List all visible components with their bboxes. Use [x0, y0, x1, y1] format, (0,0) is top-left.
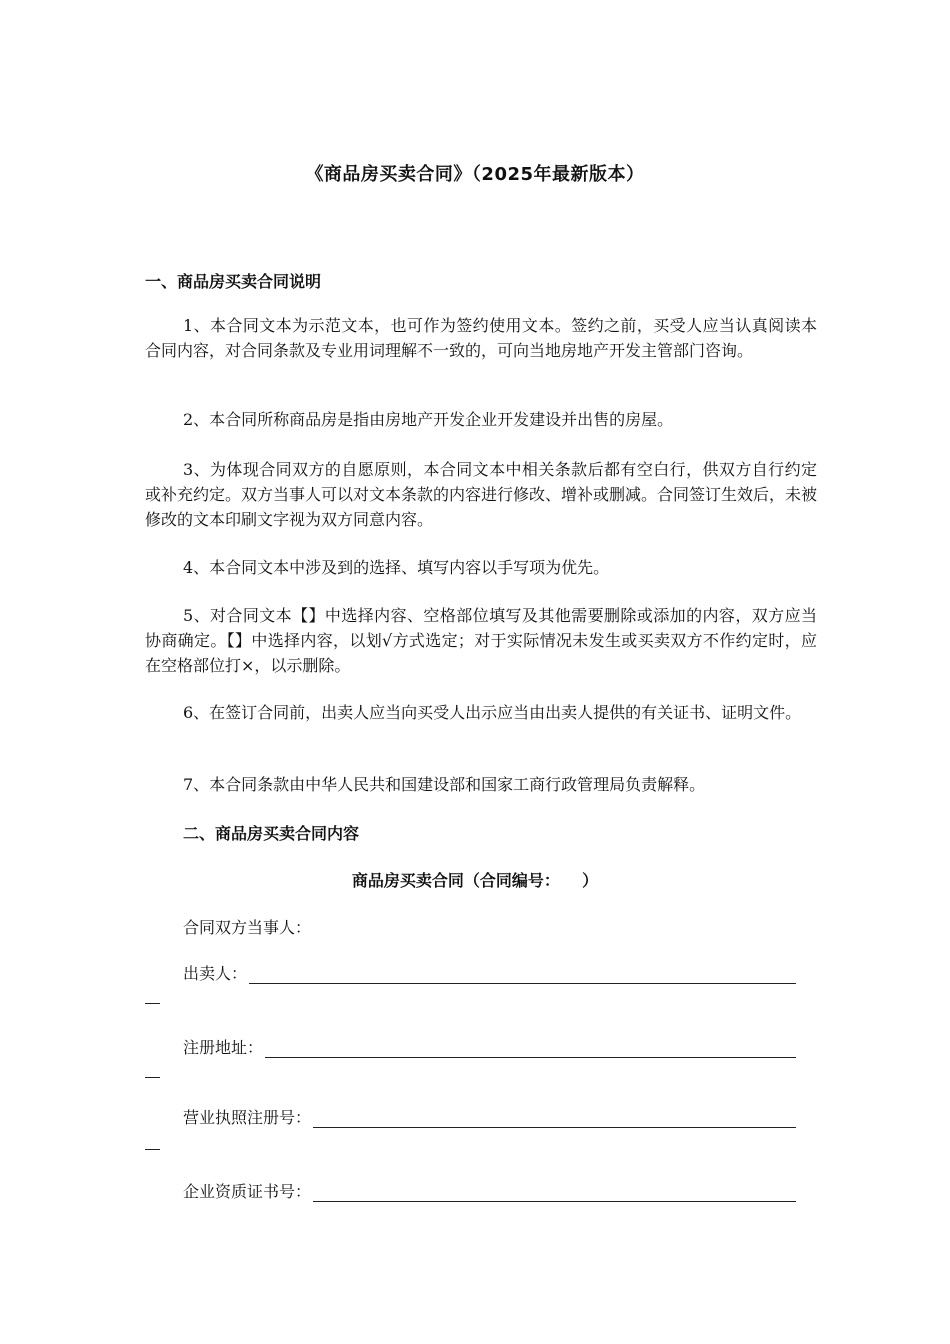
paragraph-5: 5、对合同文本【】中选择内容、空格部位填写及其他需要删除或添加的内容，双方应当协商确定。【】中选择内容，以划√方式选定；对于实际情况未发生或买卖双方不作约定时，应在空格部位打×，以示删除。 — [145, 606, 817, 675]
section-heading-explanation: 一、商品房买卖合同说明 — [145, 272, 322, 291]
parties-intro: 合同双方当事人： — [183, 918, 312, 937]
paragraph-7: 7、本合同条款由中华人民共和国建设部和国家工商行政管理局负责解释。 — [183, 775, 706, 794]
section-heading-content: 二、商品房买卖合同内容 — [183, 824, 360, 843]
field-registered-address-blank-continuation — [145, 1076, 160, 1078]
field-business-license-blank-continuation — [145, 1148, 160, 1150]
field-business-license — [183, 1106, 796, 1128]
field-registered-address — [183, 1036, 796, 1058]
field-seller — [183, 962, 796, 984]
paragraph-6: 6、在签订合同前，出卖人应当向买受人出示应当由出卖人提供的有关证书、证明文件。 — [183, 703, 802, 722]
document-title: 《商品房买卖合同》（2025年最新版本） — [305, 164, 645, 185]
field-business-license-label: 营业执照注册号： — [183, 1108, 312, 1127]
field-qualification-cert-label: 企业资质证书号： — [183, 1182, 312, 1201]
field-seller-blank-continuation — [145, 1002, 160, 1004]
paragraph-1: 1、本合同文本为示范文本，也可作为签约使用文本。签约之前，买受人应当认真阅读本合同内容，对合同条款及专业用词理解不一致的，可向当地房地产开发主管部门咨询。 — [145, 316, 817, 360]
field-seller-blank[interactable] — [249, 965, 796, 984]
field-registered-address-label: 注册地址： — [183, 1038, 264, 1057]
field-qualification-cert-blank[interactable] — [313, 1183, 796, 1202]
field-registered-address-blank[interactable] — [265, 1039, 796, 1058]
contract-title: 商品房买卖合同（合同编号： ） — [351, 871, 599, 890]
paragraph-2: 2、本合同所称商品房是指由房地产开发企业开发建设并出售的房屋。 — [183, 410, 674, 429]
field-qualification-cert — [183, 1180, 796, 1202]
field-seller-label: 出卖人： — [183, 964, 248, 983]
paragraph-3: 3、为体现合同双方的自愿原则，本合同文本中相关条款后都有空白行，供双方自行约定或补充约定。双方当事人可以对文本条款的内容进行修改、增补或删减。合同签订生效后，未被修改的文本印刷文字视为双方同意内容。 — [145, 460, 818, 529]
field-business-license-blank[interactable] — [313, 1109, 796, 1128]
paragraph-4: 4、本合同文本中涉及到的选择、填写内容以手写项为优先。 — [183, 558, 610, 577]
